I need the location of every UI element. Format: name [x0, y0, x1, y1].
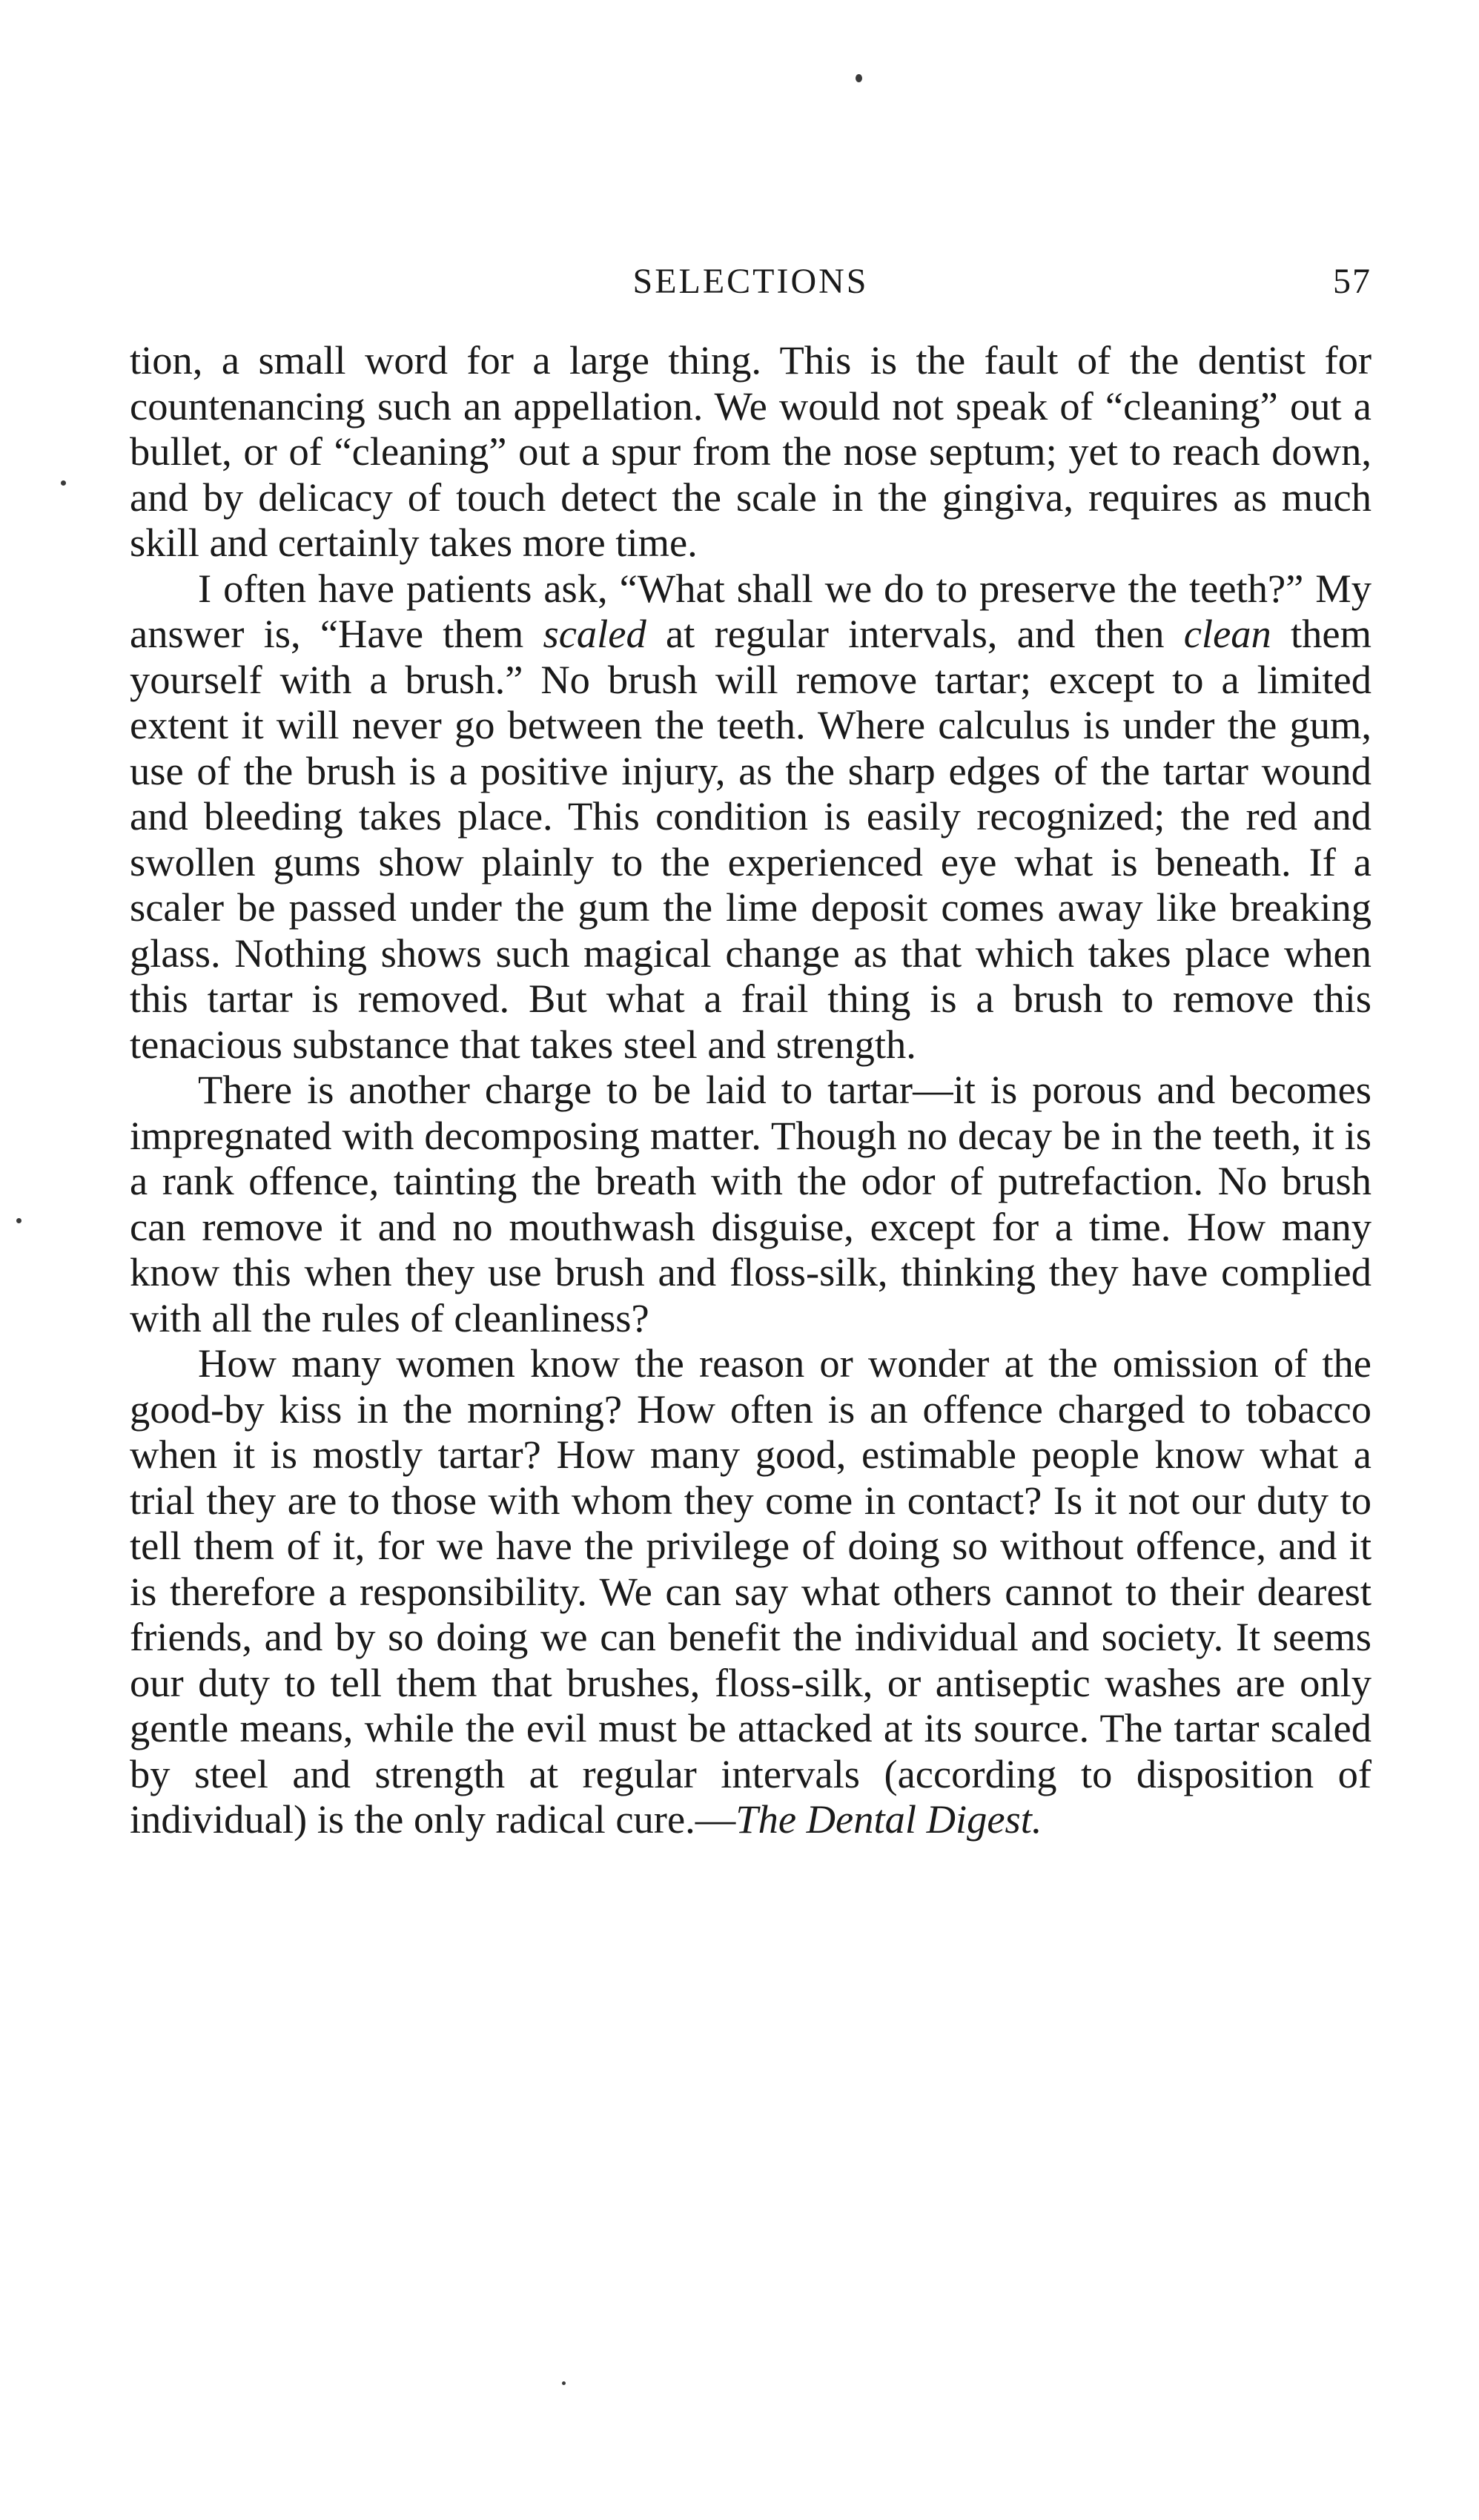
paragraph-2-part-a: I often have patients ask, “What shall we do to preserve the teeth?” My answer is, “Have them	[130, 565, 1372, 656]
ink-speck-margin-upper	[61, 480, 66, 486]
paragraph-2	[130, 566, 1372, 1068]
emphasis-clean: clean	[1183, 611, 1271, 656]
running-title: SELECTIONS	[632, 262, 869, 301]
running-head	[130, 256, 1372, 308]
paragraph-2-part-c: them yourself with a brush.” No brush will remove tartar; except to a limited extent it will never go between the teeth. Where calculus is under the gum, use of the brush is a positive injury, as the sharp edges of the tartar wound and bleeding takes place. This condition is easily recognized; the red and swollen gums show plainly to the experienced eye what is beneath. If a scaler be passed under the gum the lime deposit comes away like breaking glass. Nothing shows such magical change as that which takes place when this tartar is removed. But what a frail thing is a brush to remove this tenacious substance that takes steel and strength.	[130, 611, 1372, 1067]
article-body	[130, 337, 1372, 1842]
source-citation: The Dental Digest.	[735, 1796, 1042, 1842]
paragraph-4	[130, 1340, 1372, 1842]
paragraph-4-text: How many women know the reason or wonder at the omission of the good-by kiss in the morning? How often is an offence charged to tobacco when it is mostly tartar? How many good, estimable people know what a trial they are to those with whom they come in contact? Is it not our duty to tell them of it, for we have the privilege of doing so without offence, and it is therefore a responsibility. We can say what others cannot to their dearest friends, and by so doing we can benefit the individual and society. It seems our duty to tell them that brushes, floss-silk, or antiseptic washes are only gentle means, while the evil must be attacked at its source. The tartar scaled by steel and strength at regular intervals (according to disposition of individual) is the only radical cure.—	[130, 1340, 1372, 1842]
ink-speck-margin-middle	[16, 1218, 21, 1223]
paragraph-2-part-b: at regular intervals, and then	[646, 611, 1184, 656]
paragraph-1: tion, a small word for a large thing. This is the fault of the dentist for countenancing such an appellation. We would not speak of “cleaning” out a bullet, or of “cleaning” out a spur from the nose septum; yet to reach down, and by delicacy of touch detect the scale in the gingiva, requires as much skill and certainly takes more time.	[130, 337, 1372, 565]
ink-speck-top	[856, 74, 862, 82]
paragraph-3: There is another charge to be laid to tartar—it is porous and becomes impregnated with decomposing matter. Though no decay be in the teeth, it is a rank offence, tainting the breath with the odor of putrefaction. No brush can remove it and no mouthwash disguise, except for a time. How many know this when they use brush and floss-silk, thinking they have complied with all the rules of cleanliness?	[130, 1067, 1372, 1340]
ink-speck-bottom	[562, 2381, 566, 2385]
emphasis-scaled: scaled	[543, 611, 646, 656]
page-number: 57	[1333, 262, 1372, 301]
